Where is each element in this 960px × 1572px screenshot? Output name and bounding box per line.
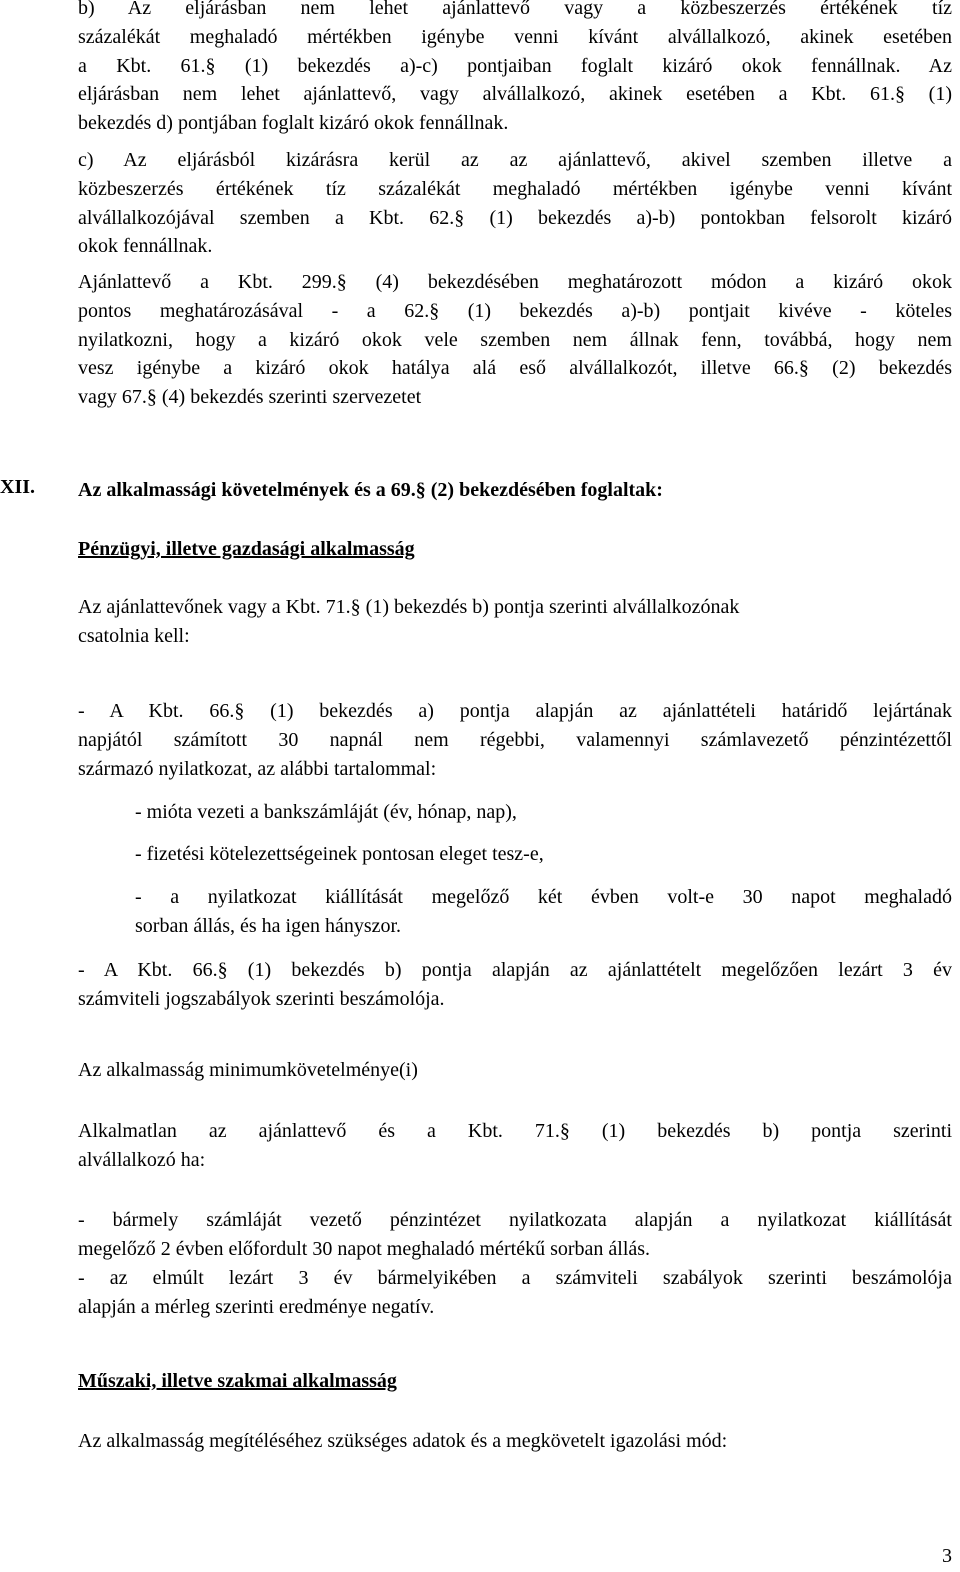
sub-item-text: - mióta vezeti a bankszámláját (év, hónap, nap),: [135, 801, 517, 823]
section-number: XII.: [0, 476, 36, 498]
sub-item-3: [135, 883, 952, 941]
minimum-requirements-heading: [78, 1056, 952, 1085]
paragraph-line: sorban állás, és ha igen hányszor.: [135, 914, 402, 937]
paragraph-line: c) Az eljárásból kizárásra kerül az az ajánlattevő, akivel szemben illetve a: [78, 149, 952, 171]
paragraph-line: megelőző 2 évben előfordult 30 napot meghaladó mértékű sorban állás.: [78, 1237, 651, 1260]
paragraph-line: számviteli jogszabályok szerinti beszámolója.: [78, 987, 445, 1010]
financial-heading: [78, 535, 952, 564]
paragraph-line: eljárásban nem lehet ajánlattevő, vagy alvállalkozó, akinek esetében a Kbt. 61.§ (1): [78, 83, 952, 106]
unfit-paragraph: [78, 1117, 952, 1175]
paragraph-line: a Kbt. 61.§ (1) bekezdés a)-c) pontjaiban foglalt kizáró okok fennállnak. Az: [78, 54, 952, 77]
paragraph-line: közbeszerzés értékének tíz százalékát meghaladó mértékben igénybe venni kívánt: [78, 177, 952, 200]
paragraph-line: nyilatkozni, hogy a kizáró okok vele szemben nem állnak fenn, továbbá, hogy nem: [78, 328, 952, 351]
paragraph-line: - A Kbt. 66.§ (1) bekezdés a) pontja alapján az ajánlattételi határidő lejártának: [78, 700, 952, 722]
technical-text: [78, 1427, 952, 1456]
paragraph-line: csatolnia kell:: [78, 624, 190, 647]
paragraph-line: bekezdés d) pontjában foglalt kizáró okok fennállnak.: [78, 112, 509, 135]
paragraph-line: alapján a mérleg szerinti eredménye negatív.: [78, 1295, 435, 1318]
page-number: 3: [942, 1545, 952, 1567]
paragraph-c: [78, 146, 952, 261]
paragraph-line: Az ajánlattevőnek vagy a Kbt. 71.§ (1) bekezdés b) pontja szerinti alvállalkozónak: [78, 596, 740, 618]
paragraph-line: Ajánlattevő a Kbt. 299.§ (4) bekezdésében meghatározott módon a kizáró okok: [78, 271, 952, 293]
paragraph-ajanlattevo: [78, 268, 952, 412]
paragraph-line: Alkalmatlan az ajánlattevő és a Kbt. 71.§ (1) bekezdés b) pontja szerinti: [78, 1120, 952, 1142]
sub-item-1: [135, 798, 952, 827]
paragraph-line: Az alkalmasság megítéléséhez szükséges adatok és a megkövetelt igazolási mód:: [78, 1430, 728, 1452]
financial-item-1: [78, 697, 952, 783]
paragraph-line: napjától számított 30 napnál nem régebbi, valamennyi számlavezető pénzintézettől: [78, 728, 952, 751]
heading-text: Az alkalmasság minimumkövetelménye(i): [78, 1059, 418, 1081]
section-title: [78, 476, 952, 505]
paragraph-line: alvállalkozó ha:: [78, 1148, 206, 1171]
paragraph-line: vagy 67.§ (4) bekezdés szerinti szervezetet: [78, 386, 422, 409]
paragraph-line: - bármely számláját vezető pénzintézet nyilatkozata alapján a nyilatkozat kiállítását: [78, 1209, 952, 1231]
paragraph-b: [78, 0, 952, 138]
paragraph-line: okok fennállnak.: [78, 235, 213, 258]
technical-heading-text: Műszaki, illetve szakmai alkalmasság: [78, 1370, 397, 1392]
section-title-text: Az alkalmassági követelmények és a 69.§ (2) bekezdésében foglaltak:: [78, 479, 663, 501]
paragraph-line: - az elmúlt lezárt 3 év bármelyikében a számviteli szabályok szerinti beszámolója: [78, 1267, 952, 1289]
paragraph-line: - a nyilatkozat kiállítását megelőző két évben volt-e 30 napot meghaladó: [135, 886, 952, 908]
paragraph-line: alvállalkozójával szemben a Kbt. 62.§ (1) bekezdés a)-b) pontokban felsorolt kizáró: [78, 206, 952, 229]
paragraph-line: vesz igénybe a kizáró okok hatálya alá eső alvállalkozót, illetve 66.§ (2) bekezdés: [78, 357, 952, 380]
condition-2: [78, 1264, 952, 1322]
paragraph-line: pontos meghatározásával - a 62.§ (1) bekezdés a)-b) pontjait kivéve - köteles: [78, 299, 952, 322]
sub-item-text: - fizetési kötelezettségeinek pontosan eleget tesz-e,: [135, 843, 544, 865]
paragraph-line: származó nyilatkozat, az alábbi tartalommal:: [78, 757, 437, 780]
technical-heading: [78, 1367, 952, 1396]
paragraph-line: b) Az eljárásban nem lehet ajánlattevő vagy a közbeszerzés értékének tíz: [78, 0, 952, 19]
paragraph-line: százalékát meghaladó mértékben igénybe venni kívánt alvállalkozó, akinek esetében: [78, 25, 952, 48]
condition-1: [78, 1206, 952, 1264]
financial-heading-text: Pénzügyi, illetve gazdasági alkalmasság: [78, 538, 415, 560]
financial-intro: [78, 593, 952, 651]
sub-item-2: [135, 840, 952, 869]
financial-item-2: [78, 956, 952, 1014]
paragraph-line: - A Kbt. 66.§ (1) bekezdés b) pontja alapján az ajánlattételt megelőzően lezárt 3 év: [78, 959, 952, 981]
